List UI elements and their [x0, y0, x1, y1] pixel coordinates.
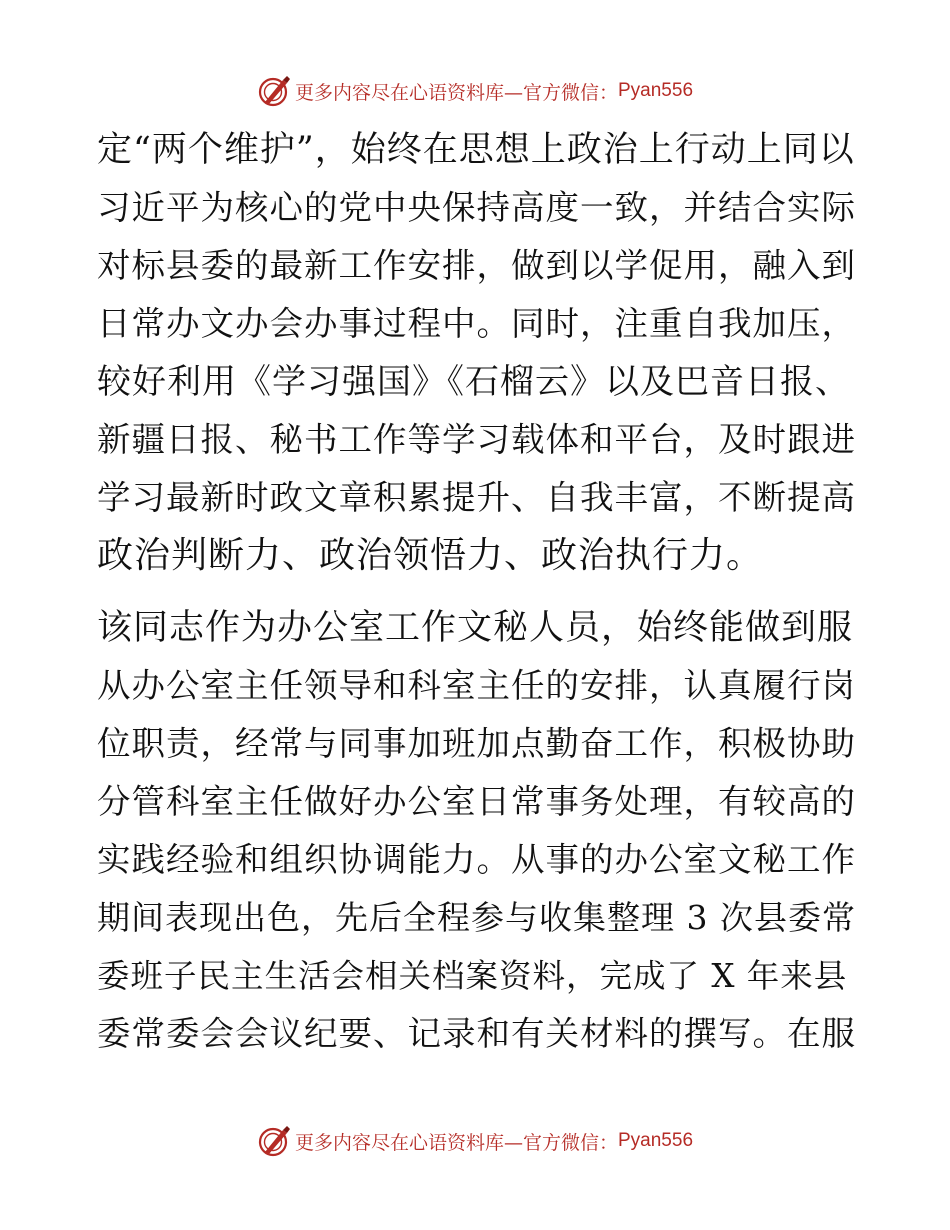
text-line: 较好利用《学习强国》《石榴云》以及巴音日报、: [97, 362, 850, 402]
text-line: 委班子民主生活会相关档案资料，完成了 X 年来县: [97, 957, 848, 995]
paragraph-spacer: [97, 585, 857, 599]
footer-watermark-banner: [0, 1121, 950, 1161]
text-line: 学习最新时政文章积累提升、自我丰富，不断提高: [97, 478, 856, 517]
text-line: 日常办文办会办事过程中。同时，注重自我加压，: [97, 304, 856, 343]
text-line: 期间表现出色，先后全程参与收集整理 3 次县委常: [97, 898, 856, 937]
text-line: 位职责，经常与同事加班加点勤奋工作，积极协助: [97, 724, 856, 763]
text-line: 从办公室主任领导和科室主任的安排，认真履行岗: [97, 666, 856, 705]
text-line: 分管科室主任做好办公室日常事务处理，有较高的: [97, 782, 856, 821]
banner-text: 更多内容尽在心语资料库—官方微信：: [294, 1131, 618, 1154]
text-line: 该同志作为办公室工作文秘人员，始终能做到服: [97, 608, 854, 648]
pen-logo-icon: [257, 74, 291, 108]
banner-text: 更多内容尽在心语资料库—官方微信：: [294, 81, 618, 104]
text-line: 习近平为核心的党中央保持高度一致，并结合实际: [97, 188, 856, 227]
header-watermark-banner: [0, 71, 950, 111]
text-line: 对标县委的最新工作安排，做到以学促用，融入到: [97, 246, 856, 285]
text-line: 定“两个维护”，始终在思想上政治上行动上同以: [97, 130, 855, 170]
text-line: 实践经验和组织协调能力。从事的办公室文秘工作: [97, 840, 856, 879]
paragraph: [97, 599, 857, 1063]
wechat-handle: Pyan556: [618, 80, 694, 101]
text-line: 委常委会会议纪要、记录和有关材料的撰写。在服: [97, 1014, 856, 1053]
document-body: [97, 121, 857, 1063]
wechat-handle: Pyan556: [618, 1130, 694, 1151]
text-line: 新疆日报、秘书工作等学习载体和平台，及时跟进: [97, 420, 856, 459]
text-line: 政治判断力、政治领悟力、政治执行力。: [97, 535, 764, 576]
pen-logo-icon: [257, 1124, 291, 1158]
paragraph: [97, 121, 857, 585]
